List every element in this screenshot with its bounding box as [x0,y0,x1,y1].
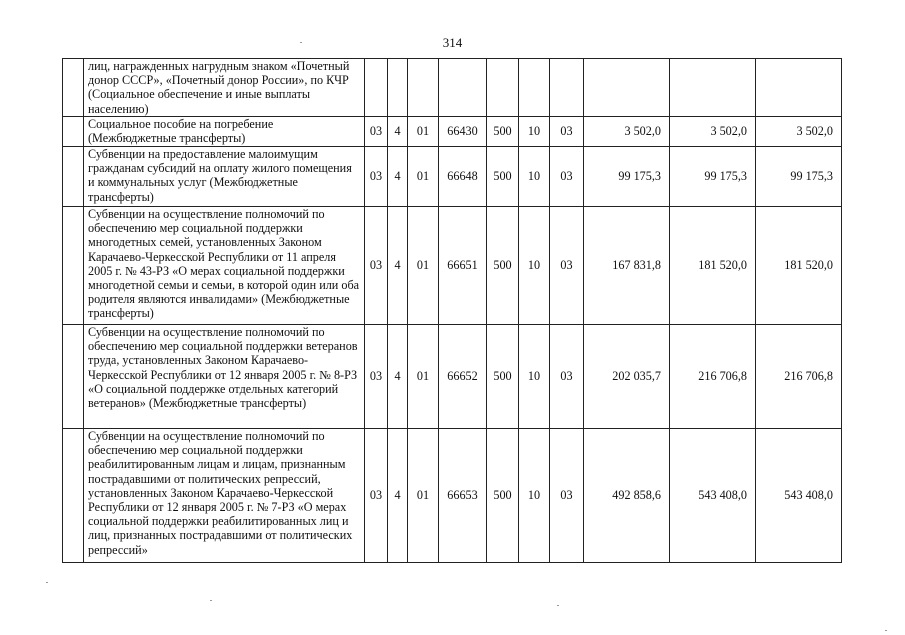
code-cell-1: 03 [365,325,388,429]
code-cell-2: 4 [388,325,408,429]
budget-table [62,58,842,563]
amount-cell-1 [584,59,670,117]
table-row [63,429,842,563]
code-cell-1: 03 [365,207,388,325]
amount-cell-1: 202 035,7 [584,325,670,429]
amount-cell-3 [756,59,842,117]
code-cell-5: 500 [487,325,519,429]
scan-speck [210,600,212,601]
amount-cell-2: 3 502,0 [670,117,756,147]
code-cell-6: 10 [519,117,550,147]
code-cell-4 [439,59,487,117]
description-cell: Субвенции на осуществление полномочий по обеспечению мер социальной поддержки ветеранов труда, установленных Законом Карачаево-Черкесской Республики от 12 января 2005 г. № 8-РЗ «О социальной поддержке отдельных категорий ветеранов» (Межбюджетные трансферты) [84,325,365,429]
code-cell-4: 66430 [439,117,487,147]
description-cell: Субвенции на осуществление полномочий по обеспечению мер социальной поддержки многодетных семей, установленных Законом Карачаево-Черкесской Республики от 11 апреля 2005 г. № 43-РЗ «О мерах социальной поддержки многодетной семьи и семьи, в которой один или оба родителя являются инвалидами» (Межбюджетные трансферты) [84,207,365,325]
code-cell-4: 66653 [439,429,487,563]
code-cell-3 [408,59,439,117]
code-cell-3: 01 [408,325,439,429]
description-cell: лиц, награжденных нагрудным знаком «Почетный донор СССР», «Почетный донор России», по КЧР (Социальное обеспечение и иные выплаты населению) [84,59,365,117]
code-cell-1: 03 [365,147,388,207]
table-body [63,59,842,563]
code-cell-7: 03 [550,147,584,207]
code-cell-2: 4 [388,147,408,207]
table-row [63,207,842,325]
number-cell [63,117,84,147]
page-number: 314 [442,35,463,50]
code-cell-3: 01 [408,147,439,207]
amount-cell-3: 99 175,3 [756,147,842,207]
scan-speck [300,42,302,43]
amount-cell-1: 3 502,0 [584,117,670,147]
code-cell-2: 4 [388,207,408,325]
amount-cell-2 [670,59,756,117]
amount-cell-2: 216 706,8 [670,325,756,429]
table-row [63,117,842,147]
code-cell-2: 4 [388,117,408,147]
scan-speck [46,582,48,583]
code-cell-3: 01 [408,207,439,325]
number-cell [63,325,84,429]
code-cell-4: 66648 [439,147,487,207]
code-cell-1: 03 [365,429,388,563]
table-row [63,325,842,429]
number-cell [63,207,84,325]
amount-cell-1: 167 831,8 [584,207,670,325]
code-cell-3: 01 [408,429,439,563]
code-cell-4: 66652 [439,325,487,429]
code-cell-6: 10 [519,429,550,563]
code-cell-6: 10 [519,325,550,429]
code-cell-5: 500 [487,117,519,147]
number-cell [63,429,84,563]
amount-cell-2: 543 408,0 [670,429,756,563]
table-row [63,147,842,207]
code-cell-5 [487,59,519,117]
code-cell-6: 10 [519,207,550,325]
scan-speck [885,630,887,631]
code-cell-1: 03 [365,117,388,147]
amount-cell-3: 181 520,0 [756,207,842,325]
code-cell-7: 03 [550,429,584,563]
amount-cell-3: 216 706,8 [756,325,842,429]
amount-cell-3: 3 502,0 [756,117,842,147]
code-cell-6: 10 [519,147,550,207]
code-cell-5: 500 [487,147,519,207]
code-cell-7: 03 [550,325,584,429]
number-cell [63,147,84,207]
description-cell: Субвенции на осуществление полномочий по обеспечению мер социальной поддержки реабилитированным лицам и лицам, признанным пострадавшими от политических репрессий, установленных Законом Карачаево-Черкесской Республики от 12 января 2005 г. № 7-РЗ «О мерах социальной поддержки реабилитированных лиц и лиц, признанных пострадавшими от политических репрессий» [84,429,365,563]
code-cell-2 [388,59,408,117]
scan-speck [557,605,559,606]
amount-cell-1: 492 858,6 [584,429,670,563]
code-cell-3: 01 [408,117,439,147]
table-row [63,59,842,117]
code-cell-2: 4 [388,429,408,563]
amount-cell-2: 99 175,3 [670,147,756,207]
code-cell-7 [550,59,584,117]
description-cell: Социальное пособие на погребение (Межбюджетные трансферты) [84,117,365,147]
code-cell-7: 03 [550,207,584,325]
code-cell-6 [519,59,550,117]
description-cell: Субвенции на предоставление малоимущим гражданам субсидий на оплату жилого помещения и коммунальных услуг (Межбюджетные трансферты) [84,147,365,207]
code-cell-4: 66651 [439,207,487,325]
amount-cell-2: 181 520,0 [670,207,756,325]
code-cell-5: 500 [487,429,519,563]
amount-cell-3: 543 408,0 [756,429,842,563]
code-cell-5: 500 [487,207,519,325]
number-cell [63,59,84,117]
code-cell-1 [365,59,388,117]
amount-cell-1: 99 175,3 [584,147,670,207]
code-cell-7: 03 [550,117,584,147]
